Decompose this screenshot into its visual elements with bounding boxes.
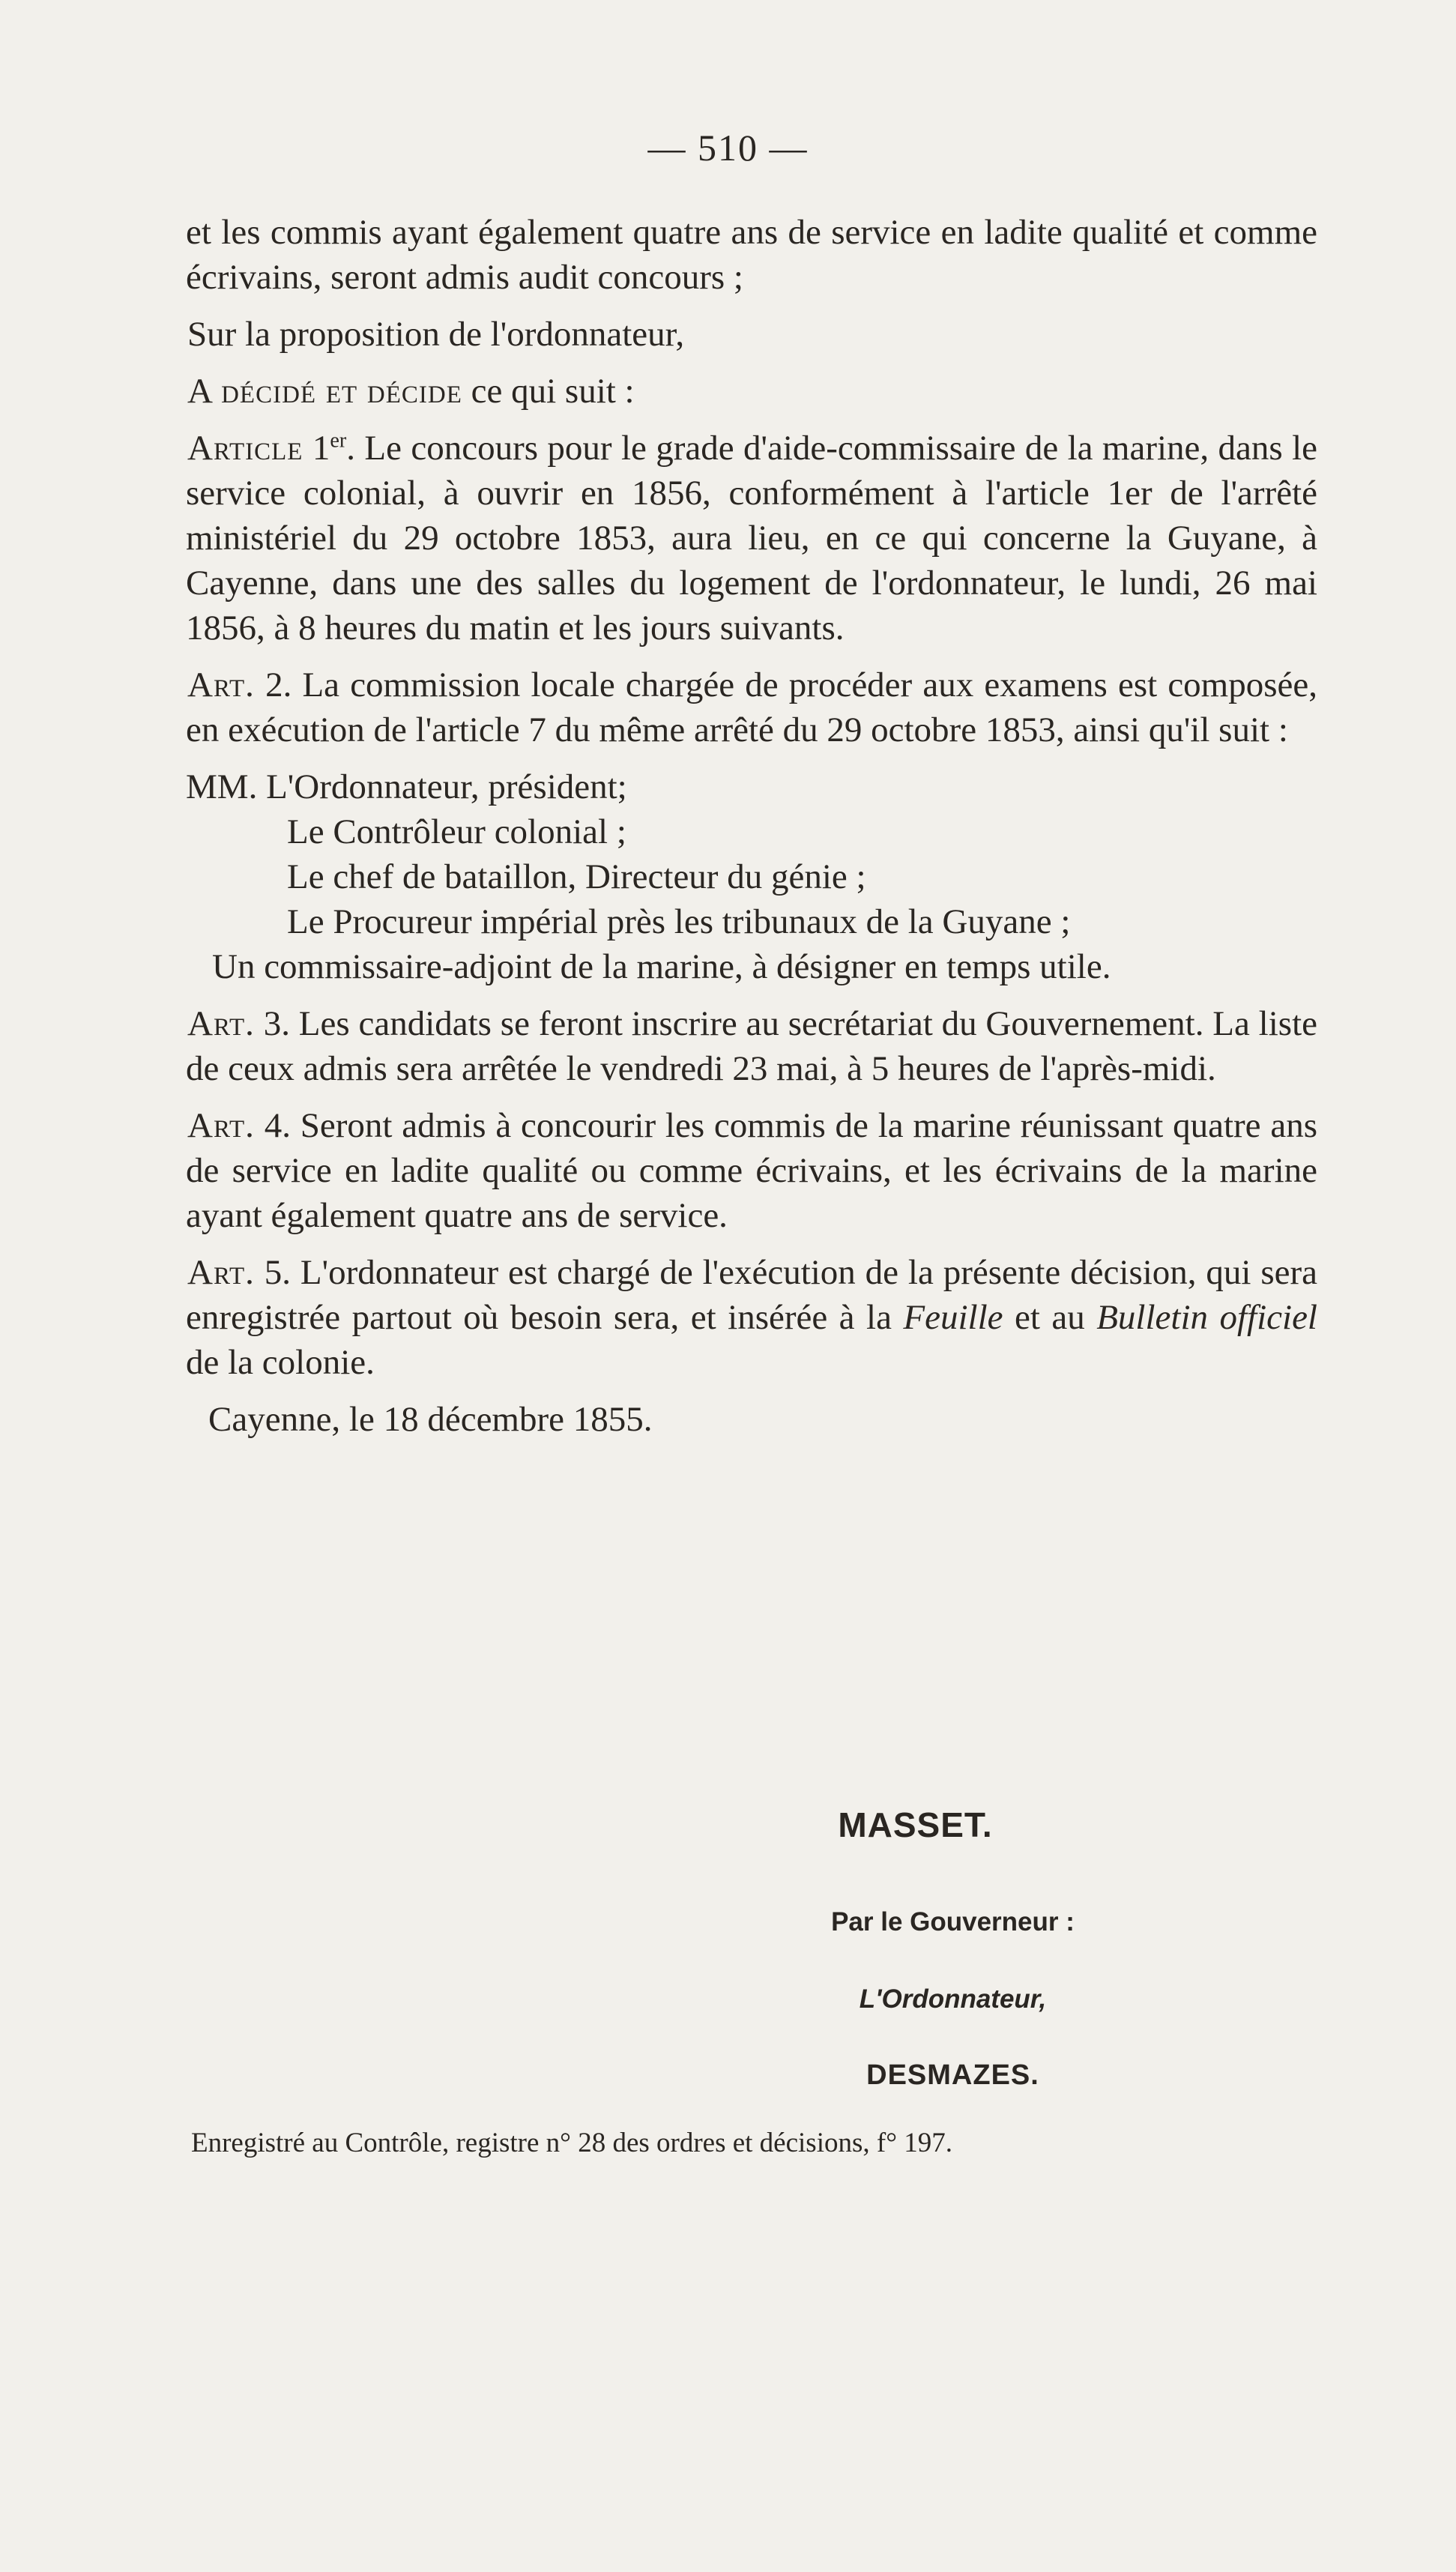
article-1 — [186, 426, 1317, 650]
par-le-gouverneur: Par le Gouverneur : — [831, 1907, 1075, 1936]
commission-member-procureur: Le Procureur impérial près les tribunaux de la Guyane ; — [287, 902, 1071, 941]
article-1-number: 1 — [312, 429, 330, 468]
commission-list — [186, 764, 1317, 989]
article-1-text: . Le concours pour le grade d'aide-commissaire de la marine, dans le service colonial, à ouvrir en 1856, conformément à l'article 1er de l'arrêté ministériel du 29 octobre 1853, aura lieu, en ce qui concerne la Guyane, à Cayenne, dans une des salles du logement de l'ordonnateur, le lundi, 26 mai 1856, à 8 heures du matin et les jours suivants. — [186, 429, 1317, 647]
article-2-number: 2 — [265, 665, 283, 704]
article-5-text-before: . L'ordonnateur est chargé de l'exécution de la présente décision, qui sera enregistrée partout où besoin sera, et insérée à la — [186, 1253, 1318, 1337]
opening-paragraph: et les commis ayant également quatre ans de service en ladite qualité et comme écrivains, seront admis audit concours ; — [186, 213, 1317, 297]
commission-member-adjoint: Un commissaire-adjoint de la marine, à désigner en temps utile. — [212, 947, 1111, 986]
article-5-text-after: de la colonie. — [186, 1343, 375, 1382]
article-2-label: Art. — [187, 665, 255, 704]
article-2 — [186, 662, 1317, 752]
decision-heading — [186, 369, 1317, 414]
article-5-text-middle: et au — [1003, 1298, 1097, 1337]
registration-note: Enregistré au Contrôle, registre n° 28 des ordres et décisions, f° 197. — [191, 2128, 953, 2158]
article-3-number: 3 — [263, 1004, 282, 1043]
decision-rest: ce qui suit : — [462, 372, 635, 411]
article-1-sup: er — [330, 429, 347, 453]
article-3-label: Art. — [187, 1004, 255, 1043]
article-2-text: . La commission locale chargée de procéder aux examens est composée, en exécution de l'article 7 du même arrêté du 29 octobre 1853, ainsi qu'il suit : — [186, 665, 1318, 749]
proposition-paragraph: Sur la proposition de l'ordonnateur, — [187, 315, 685, 354]
article-4-number: 4 — [264, 1106, 283, 1145]
article-5-feuille: Feuille — [903, 1298, 1003, 1337]
place-date: Cayenne, le 18 décembre 1855. — [208, 1400, 653, 1439]
article-4 — [186, 1103, 1317, 1238]
body-text — [186, 210, 1317, 1454]
article-5-number: 5 — [264, 1253, 283, 1292]
signature-desmazes: DESMAZES. — [866, 2059, 1039, 2091]
article-3 — [186, 1001, 1317, 1091]
article-3-text: . Les candidats se feront inscrire au secrétariat du Gouvernement. La liste de ceux admis sera arrêtée le vendredi 23 mai, à 5 heures de l'après-midi. — [186, 1004, 1318, 1088]
article-4-label: Art. — [187, 1106, 255, 1145]
commission-member-controleur: Le Contrôleur colonial ; — [287, 812, 626, 851]
article-1-label: Article — [187, 429, 303, 468]
page-number: — 510 — — [647, 127, 809, 169]
signature-masset: MASSET. — [838, 1805, 993, 1844]
article-5 — [186, 1250, 1317, 1385]
decision-caps: A décidé et décide — [187, 372, 462, 411]
commission-member-chef: Le chef de bataillon, Directeur du génie ; — [287, 857, 866, 896]
commission-member-president: MM. L'Ordonnateur, président; — [186, 767, 627, 806]
article-4-text: . Seront admis à concourir les commis de la marine réunissant quatre ans de service en ladite qualité ou comme écrivains, et les écrivains de la marine ayant également quatre ans de service. — [186, 1106, 1317, 1235]
article-5-label: Art. — [187, 1253, 255, 1292]
ordonnateur-title: L'Ordonnateur, — [859, 1984, 1047, 2014]
article-5-bulletin: Bulletin officiel — [1096, 1298, 1317, 1337]
